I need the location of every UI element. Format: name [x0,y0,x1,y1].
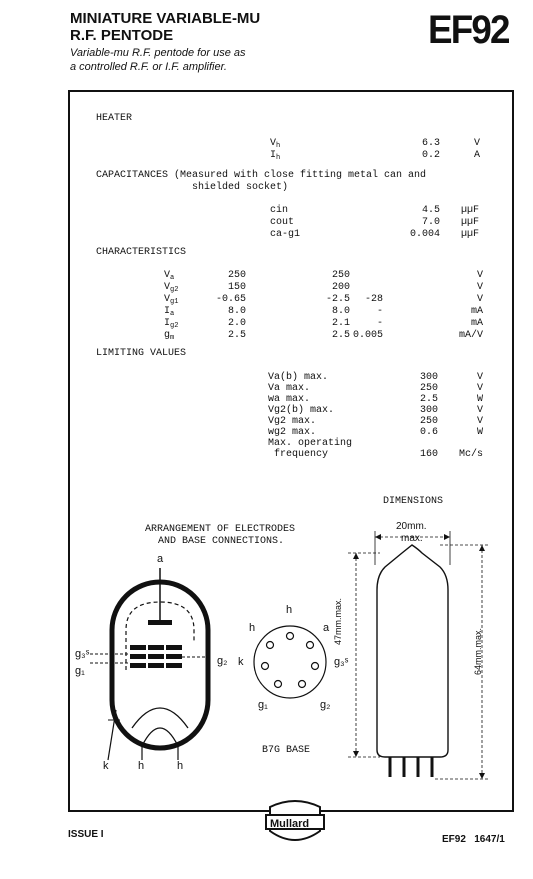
limit-label-0: Va(b) max. [268,372,329,383]
dim-seated-height: 47mm.max. [333,597,343,645]
char-col2-4: 2.1 [331,318,350,329]
limit-unit-0: V [476,372,483,383]
limit-value-5: 0.6 [419,427,438,438]
char-col1-5: 2.5 [227,330,246,341]
heater-vh-sym: $V_h$ [270,138,281,150]
title-line1: MINIATURE VARIABLE-MU [70,10,261,27]
limit-value-0: 300 [419,372,438,383]
dimensions-heading: DIMENSIONS [383,496,444,507]
arrangement-heading-2: AND BASE CONNECTIONS. [158,536,285,547]
char-sym-2: $V_{g1}$ [164,294,179,306]
cap-cin-unit: µµF [461,205,480,216]
char-col2-5: 2.5 [331,330,350,341]
base-pin-right-top: a [323,622,330,634]
base-pin-bottom-left: g₁ [258,699,268,711]
char-col1-4: 2.0 [227,318,246,329]
electrode-label-k: k [103,760,109,772]
char-sym-3: $I_a$ [164,306,175,318]
char-col3-3: - [376,306,383,317]
limit-value-4: 250 [419,416,438,427]
char-col2-3: 8.0 [331,306,350,317]
limit-unit-5: W [476,427,483,438]
limit-value-2: 2.5 [419,394,438,405]
subtitle-line1: Variable-mu R.F. pentode for use as [70,47,246,59]
dim-overall-height: 64mm.max. [473,627,483,675]
characteristics-heading: CHARACTERISTICS [96,247,187,258]
limit-label-4: Vg2 max. [268,416,317,427]
heater-ih-sym: $I_h$ [270,150,281,162]
electrode-diagram [60,550,240,780]
char-col2-1: 200 [331,282,350,293]
heater-heading: HEATER [96,113,133,124]
cap-cag1-unit: µµF [461,229,480,240]
electrode-label-h2: h [177,760,184,772]
char-col2-0: 250 [331,270,350,281]
limit-value-1: 250 [419,383,438,394]
mullard-logo-text: Mullard [270,818,310,830]
limit-value-3: 300 [419,405,438,416]
electrode-label-g2: g₂ [217,655,228,667]
limit-label-5: wg2 max. [268,427,317,438]
base-pin-left: k [238,656,244,668]
cap-cout-sym: cout [270,217,295,228]
char-unit-1: V [476,282,483,293]
subtitle-line2: a controlled R.F. or I.F. amplifier. [70,61,227,73]
cap-cin-value: 4.5 [421,205,440,216]
limit-label-1: Va max. [268,383,311,394]
limit-unit-1: V [476,383,483,394]
limit-unit-4: V [476,416,483,427]
char-col2-2: -2.5 [325,294,350,305]
base-caption: B7G BASE [262,745,311,756]
limit-unit-7: Mc/s [458,449,483,460]
electrode-label-a: a [157,553,164,565]
limiting-heading: LIMITING VALUES [96,348,187,359]
base-pin-right: g₃ˢ [334,656,349,668]
char-sym-5: $g_m$ [164,330,175,342]
heater-vh-value: 6.3 [421,138,440,149]
char-unit-5: mA/V [458,330,483,341]
cap-cin-sym: cin [270,205,289,216]
char-col3-4: - [376,318,383,329]
cap-cag1-sym: ca-g1 [270,229,301,240]
limit-label-6: Max. operating [268,438,353,449]
dim-width-max: max. [401,533,423,544]
char-sym-4: $I_{g2}$ [164,318,179,330]
cap-cout-value: 7.0 [421,217,440,228]
base-pin-bottom-right: g₂ [320,699,331,711]
char-sym-1: $V_{g2}$ [164,282,179,294]
limit-label-2: wa max. [268,394,311,405]
dim-width-label: 20mm. [396,521,427,532]
capacitances-heading: CAPACITANCES (Measured with close fitting metal can and [96,170,427,181]
footer-issue: ISSUE I [68,829,104,840]
limit-label-3: Vg2(b) max. [268,405,335,416]
capacitances-heading2: shielded socket) [192,182,289,193]
char-col3-2: -28 [364,294,383,305]
limit-label-7: frequency [268,449,329,460]
char-sym-0: $V_a$ [164,270,175,282]
electrode-label-g3s: g₃ˢ [75,648,90,660]
cap-cout-unit: µµF [461,217,480,228]
type-code: EF92 [428,8,509,52]
char-col1-3: 8.0 [227,306,246,317]
base-pin-top: h [286,604,293,616]
char-unit-2: V [476,294,483,305]
char-unit-4: mA [470,318,483,329]
limit-unit-3: V [476,405,483,416]
base-pin-diagram [245,620,335,710]
char-col1-2: -0.65 [215,294,246,305]
limit-unit-2: W [476,394,483,405]
heater-ih-value: 0.2 [421,150,440,161]
electrode-label-h1: h [138,760,145,772]
cap-cag1-value: 0.004 [409,229,440,240]
heater-vh-unit: V [474,138,481,149]
base-pin-left-top: h [249,622,256,634]
char-unit-3: mA [470,306,483,317]
char-col1-1: 150 [227,282,246,293]
title-line2: R.F. PENTODE [70,27,174,44]
electrode-label-g1: g₁ [75,665,85,677]
limit-value-7: 160 [419,449,438,460]
arrangement-heading-1: ARRANGEMENT OF ELECTRODES [145,524,296,535]
footer-ref: EF92 1647/1 [442,834,505,845]
heater-ih-unit: A [474,150,481,161]
char-unit-0: V [476,270,483,281]
char-col1-0: 250 [227,270,246,281]
char-col3-5: 0.005 [352,330,383,341]
